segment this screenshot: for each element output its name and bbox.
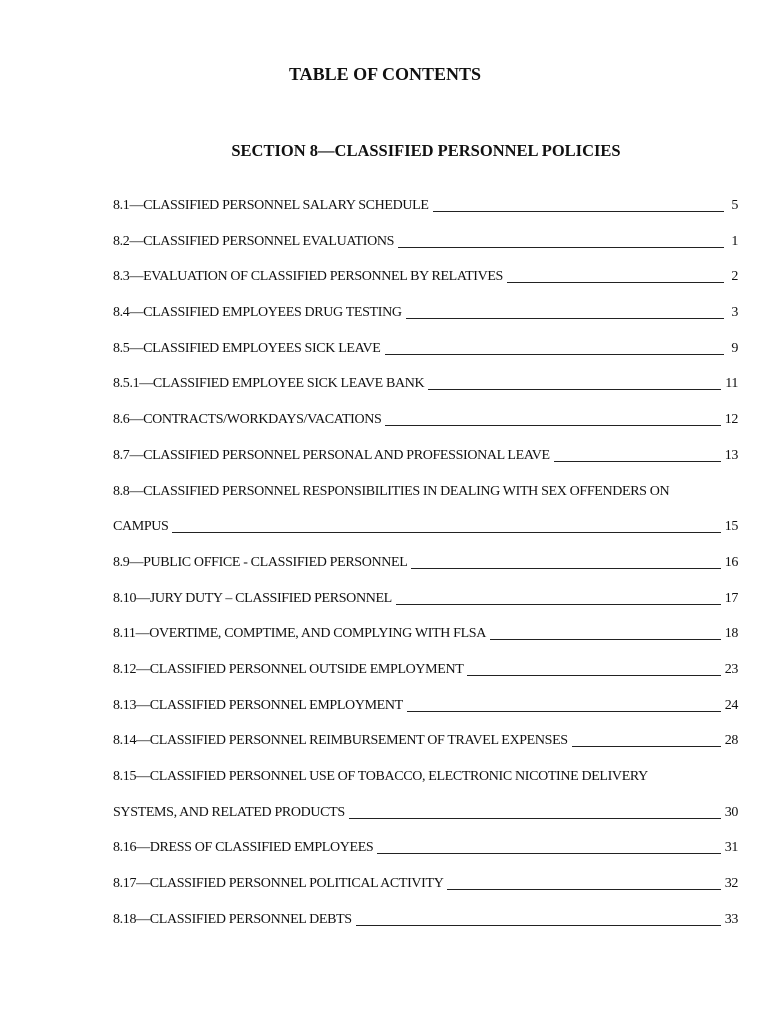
toc-entry-title: 8.2—CLASSIFIED PERSONNEL EVALUATIONS xyxy=(113,233,395,249)
toc-entry-page: 32 xyxy=(724,876,738,892)
dot-leader xyxy=(554,461,721,462)
dot-leader xyxy=(467,675,720,676)
toc-entry[interactable] xyxy=(113,838,738,874)
toc-entry-title: 8.16—DRESS OF CLASSIFIED EMPLOYEES xyxy=(113,840,374,856)
toc-entry-title: 8.14—CLASSIFIED PERSONNEL REIMBURSEMENT OF TRAVEL EXPENSES xyxy=(113,733,568,749)
toc-entry[interactable] xyxy=(113,589,738,625)
toc-entry-page: 12 xyxy=(724,412,738,428)
toc-entry-line2[interactable] xyxy=(113,803,738,839)
toc-entry-title: 8.18—CLASSIFIED PERSONNEL DEBTS xyxy=(113,911,352,927)
toc-entry-title-continued: SYSTEMS, AND RELATED PRODUCTS xyxy=(113,804,345,820)
toc-entry-line2[interactable] xyxy=(113,517,738,553)
toc-entry-page: 33 xyxy=(724,911,738,927)
toc-entry[interactable] xyxy=(113,339,738,375)
dot-leader xyxy=(398,247,724,248)
toc-entry[interactable] xyxy=(113,196,738,232)
toc-entry-page: 31 xyxy=(724,840,738,856)
toc-entry-title: 8.12—CLASSIFIED PERSONNEL OUTSIDE EMPLOYMENT xyxy=(113,661,464,677)
toc-entry-page: 30 xyxy=(724,804,738,820)
toc-entry[interactable] xyxy=(113,731,738,767)
toc-entry-page: 11 xyxy=(725,376,738,392)
toc-entry-title: 8.4—CLASSIFIED EMPLOYEES DRUG TESTING xyxy=(113,305,402,321)
toc-entry-title: 8.6—CONTRACTS/WORKDAYS/VACATIONS xyxy=(113,412,382,428)
toc-entry[interactable] xyxy=(113,267,738,303)
toc-entry[interactable] xyxy=(113,303,738,339)
page-title: TABLE OF CONTENTS xyxy=(288,64,482,84)
dot-leader xyxy=(396,604,721,605)
dot-leader xyxy=(385,354,724,355)
toc-entry[interactable] xyxy=(113,232,738,268)
toc-entry-title-continued: CAMPUS xyxy=(113,519,169,535)
dot-leader xyxy=(349,818,721,819)
toc-entry-title: 8.7—CLASSIFIED PERSONNEL PERSONAL AND PROFESSIONAL LEAVE xyxy=(113,447,550,463)
toc-entry-page: 17 xyxy=(724,590,738,606)
toc-entry-title: 8.11—OVERTIME, COMPTIME, AND COMPLYING WITH FLSA xyxy=(113,626,486,642)
toc-entry-title: 8.8—CLASSIFIED PERSONNEL RESPONSIBILITIES IN DEALING WITH SEX OFFENDERS ON xyxy=(113,483,670,499)
dot-leader xyxy=(428,389,721,390)
dot-leader xyxy=(411,568,720,569)
dot-leader xyxy=(507,282,724,283)
toc-entry-page: 1 xyxy=(731,233,738,249)
toc-entry-page: 28 xyxy=(724,733,738,749)
toc-entry-title: 8.10—JURY DUTY – CLASSIFIED PERSONNEL xyxy=(113,590,392,606)
toc-entry[interactable] xyxy=(113,660,738,696)
toc-entry-title: 8.15—CLASSIFIED PERSONNEL USE OF TOBACCO, ELECTRONIC NICOTINE DELIVERY xyxy=(113,769,648,784)
toc-entry[interactable] xyxy=(113,553,738,589)
toc-entry-title: 8.9—PUBLIC OFFICE - CLASSIFIED PERSONNEL xyxy=(113,554,408,570)
dot-leader xyxy=(407,711,721,712)
toc-entry[interactable] xyxy=(113,874,738,910)
toc-entry-page: 3 xyxy=(731,305,738,321)
dot-leader xyxy=(356,925,721,926)
dot-leader xyxy=(172,532,720,533)
toc-entry-page: 16 xyxy=(724,554,738,570)
toc-entry-page: 5 xyxy=(731,198,738,213)
dot-leader xyxy=(433,211,724,212)
dot-leader xyxy=(377,853,720,854)
toc-entry-title: 8.17—CLASSIFIED PERSONNEL POLITICAL ACTIVITY xyxy=(113,876,444,892)
toc-entry[interactable] xyxy=(113,624,738,660)
toc-entry-title: 8.13—CLASSIFIED PERSONNEL EMPLOYMENT xyxy=(113,697,403,713)
toc-entry-title: 8.1—CLASSIFIED PERSONNEL SALARY SCHEDULE xyxy=(113,198,429,213)
section-heading: SECTION 8—CLASSIFIED PERSONNEL POLICIES xyxy=(231,141,621,160)
toc-entry-title: 8.5—CLASSIFIED EMPLOYEES SICK LEAVE xyxy=(113,340,381,356)
toc-list xyxy=(113,196,738,945)
toc-entry-title: 8.3—EVALUATION OF CLASSIFIED PERSONNEL BY RELATIVES xyxy=(113,269,503,285)
toc-entry[interactable] xyxy=(113,696,738,732)
toc-entry-page: 23 xyxy=(724,661,738,677)
dot-leader xyxy=(385,425,720,426)
dot-leader xyxy=(572,746,721,747)
toc-entry[interactable] xyxy=(113,374,738,410)
toc-entry-line1[interactable] xyxy=(113,767,738,803)
dot-leader xyxy=(406,318,724,319)
dot-leader xyxy=(490,639,721,640)
toc-entry-line1[interactable] xyxy=(113,482,738,518)
toc-entry-page: 15 xyxy=(724,519,738,535)
toc-entry-page: 13 xyxy=(724,447,738,463)
toc-entry[interactable] xyxy=(113,910,738,946)
toc-entry[interactable] xyxy=(113,446,738,482)
toc-entry-page: 9 xyxy=(731,340,738,356)
toc-entry-page: 24 xyxy=(724,697,738,713)
toc-entry-page: 2 xyxy=(731,269,738,285)
toc-entry[interactable] xyxy=(113,410,738,446)
dot-leader xyxy=(447,889,720,890)
toc-entry-title: 8.5.1—CLASSIFIED EMPLOYEE SICK LEAVE BANK xyxy=(113,376,425,392)
toc-entry-page: 18 xyxy=(724,626,738,642)
